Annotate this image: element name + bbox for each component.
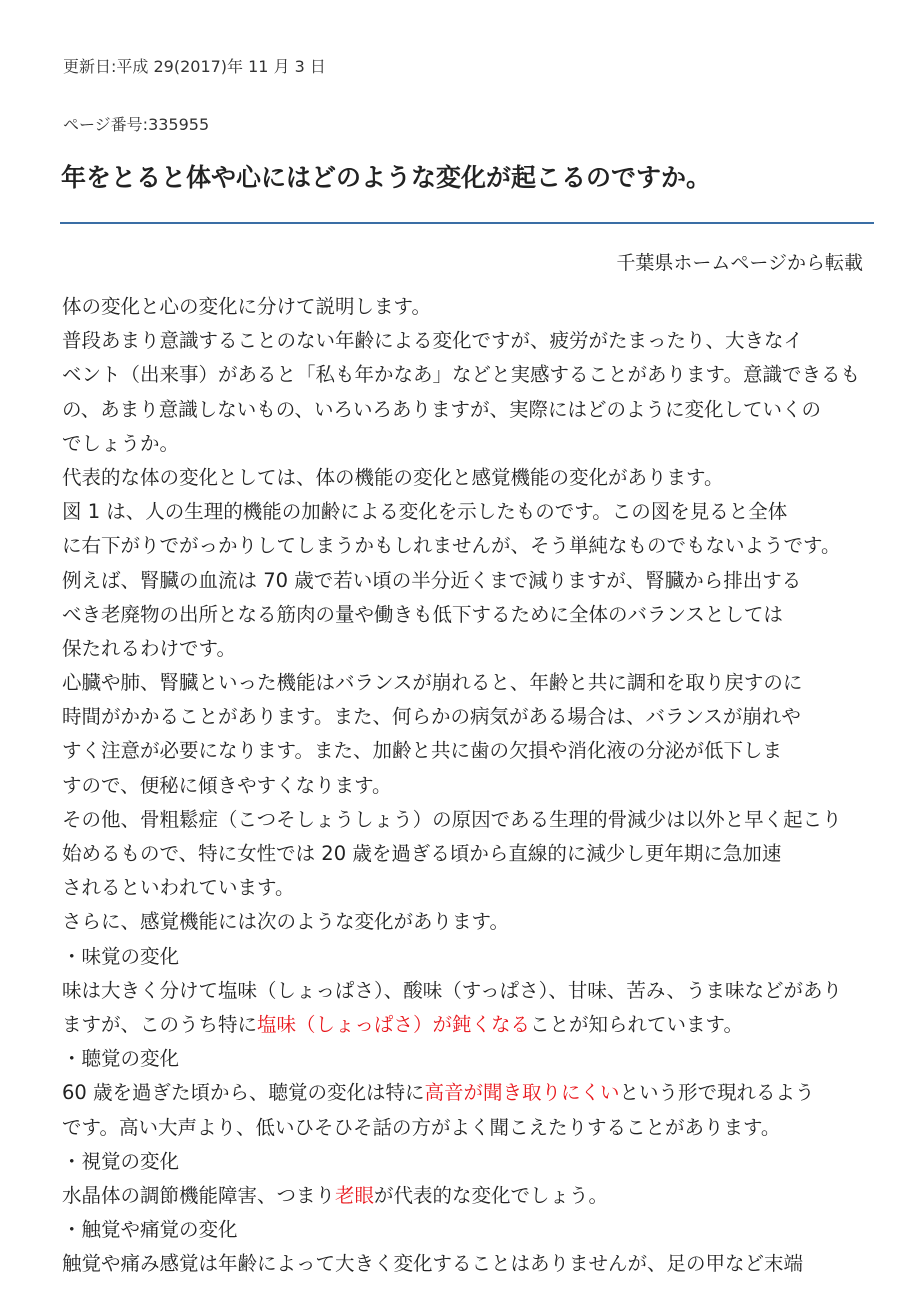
text-line [62, 427, 874, 461]
article-body [62, 290, 874, 1281]
text-line [62, 632, 874, 666]
text-segment: ことが知られています。 [530, 1012, 743, 1036]
text-line [62, 1008, 874, 1042]
text-segment: ・触覚や痛覚の変化 [62, 1218, 238, 1242]
text-line [62, 700, 874, 734]
text-segment: されるといわれています。 [62, 876, 295, 900]
text-segment: すので、便秘に傾きやすくなります。 [62, 773, 392, 797]
text-segment: に右下がりでがっかりしてしまうかもしれませんが、そう単純なものでもないようです。 [62, 534, 841, 558]
text-line [62, 461, 874, 495]
text-segment: すく注意が必要になります。また、加齢と共に歯の欠損や消化液の分泌が低下しま [62, 739, 782, 763]
highlighted-text: 塩味（しょっぱさ）が鈍くなる [257, 1012, 531, 1036]
text-line [62, 1145, 874, 1179]
text-line [62, 324, 874, 358]
text-line [62, 1247, 874, 1281]
text-segment: 体の変化と心の変化に分けて説明します。 [62, 295, 431, 318]
text-line [62, 529, 874, 563]
text-line [62, 871, 874, 905]
highlighted-text: 老眼 [335, 1183, 375, 1207]
text-line [62, 803, 874, 837]
text-segment: ベント（出来事）があると「私も年かなあ」などと実感することがあります。意識できるも [62, 363, 860, 387]
text-line [62, 769, 874, 803]
update-date: 更新日:平成 29(2017)年 11 月 3 日 [63, 57, 326, 76]
text-line [62, 837, 874, 871]
text-line [62, 1213, 874, 1247]
page-title: 年をとると体や心にはどのような変化が起こるのですか。 [61, 163, 712, 192]
text-segment: の、あまり意識しないもの、いろいろありますが、実際にはどのように変化していくの [62, 397, 821, 421]
text-line [62, 940, 874, 974]
text-line [62, 974, 874, 1008]
text-segment: 60 歳を過ぎた頃から、聴覚の変化は特に [62, 1081, 425, 1105]
text-segment: が代表的な変化でしょう。 [374, 1183, 609, 1207]
text-line [62, 598, 874, 632]
text-segment: 味は大きく分けて塩味（しょっぱさ）、酸味（すっぱさ）、甘味、苦み、うま味などがあり [62, 978, 843, 1002]
text-segment: 例えば、腎臓の血流は 70 歳で若い頃の半分近くまで減りますが、腎臓から排出する [62, 568, 802, 592]
text-segment: でしょうか。 [62, 431, 180, 455]
text-segment: 普段あまり意識することのない年齢による変化ですが、疲労がたまったり、大きなイ [62, 329, 804, 353]
text-line [62, 666, 874, 700]
text-line [62, 1179, 874, 1213]
text-line [62, 393, 874, 427]
text-segment: べき老廃物の出所となる筋肉の量や働きも低下するために全体のバランスとしては [62, 602, 783, 626]
text-segment: 保たれるわけです。 [62, 636, 236, 660]
text-segment: です。高い大声より、低いひそひそ話の方がよく聞こえたりすることがあります。 [62, 1115, 781, 1139]
text-segment: 触覚や痛み感覚は年齢によって大きく変化することはありませんが、足の甲など末端 [62, 1252, 804, 1276]
text-segment: ・味覚の変化 [62, 944, 180, 968]
text-segment: さらに、感覚機能には次のような変化があります。 [62, 910, 509, 934]
text-line [62, 495, 874, 529]
text-segment: ますが、このうち特に [62, 1012, 258, 1036]
text-line [62, 734, 874, 768]
text-segment: ・視覚の変化 [62, 1149, 180, 1173]
source-attribution: 千葉県ホームページから転載 [616, 252, 863, 274]
text-line [62, 358, 874, 392]
text-line [62, 564, 874, 598]
text-segment: という形で現れるよう [619, 1081, 815, 1105]
text-segment: 代表的な体の変化としては、体の機能の変化と感覚機能の変化があります。 [62, 465, 724, 489]
page-number: ページ番号:335955 [63, 115, 210, 134]
text-segment: 水晶体の調節機能障害、つまり [62, 1183, 336, 1207]
text-line [62, 290, 874, 324]
text-segment: 心臓や肺、腎臓といった機能はバランスが崩れると、年齢と共に調和を取り戻すのに [62, 671, 803, 695]
text-line [62, 1042, 874, 1076]
title-divider [60, 222, 874, 224]
highlighted-text: 高音が聞き取りにくい [424, 1081, 620, 1105]
text-line [62, 1111, 874, 1145]
text-segment: その他、骨粗鬆症（こつそしょうしょう）の原因である生理的骨減少は以外と早く起こり [62, 807, 842, 831]
text-line [62, 1076, 874, 1110]
text-segment: ・聴覚の変化 [62, 1047, 180, 1071]
text-segment: 時間がかかることがあります。また、何らかの病気がある場合は、バランスが崩れや [62, 705, 801, 729]
text-segment: 始めるもので、特に女性では 20 歳を過ぎる頃から直線的に減少し更年期に急加速 [62, 842, 782, 865]
text-segment: 図 1 は、人の生理的機能の加齢による変化を示したものです。この図を見ると全体 [62, 500, 788, 524]
text-line [62, 905, 874, 939]
